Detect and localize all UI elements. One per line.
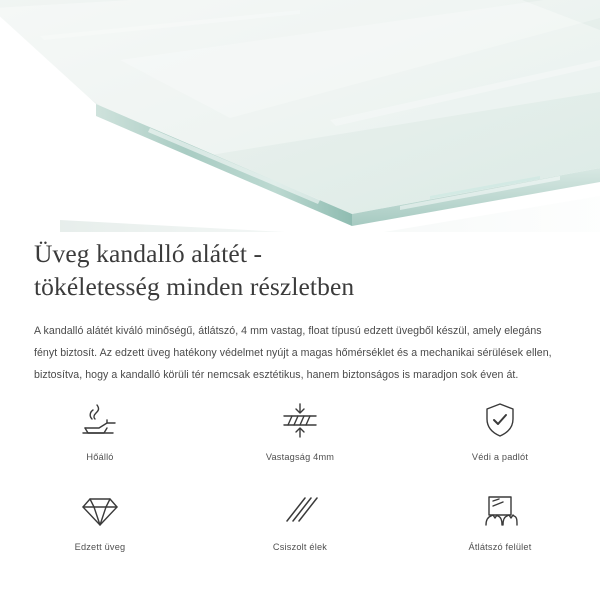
shield-check-icon: [473, 398, 527, 444]
feature-label: Csiszolt élek: [272, 542, 328, 552]
feature-item: [400, 488, 600, 566]
fire-resistant-icon: [73, 398, 127, 444]
text-content: [0, 232, 600, 386]
feature-item: [0, 488, 200, 566]
feature-label: Védi a padlót: [471, 452, 529, 462]
description-paragraph: A kandalló alátét kiváló minőségű, átlátszó, 4 mm vastag, float típusú edzett üvegből készül, amely elegáns fényt biztosít. Az edzett üveg hatékony védelmet nyújt a magas hőmérséklet és a mechanikai sérülések ellen, biztosítva, hogy a kandalló körüli tér nemcsak esztétikus, hanem biztonságos is maradjon sok éven át.: [34, 325, 552, 381]
feature-grid: [0, 398, 600, 566]
page-title-line-2: tökéletesség minden részletben: [34, 271, 355, 301]
feature-item: [200, 488, 400, 566]
feature-label: Vastagság 4mm: [265, 452, 335, 462]
feature-label: Átlátszó felület: [468, 542, 532, 552]
polished-edges-icon: [273, 488, 327, 534]
feature-item: [400, 398, 600, 476]
page-title-line-1: Üveg kandalló alátét -: [34, 239, 263, 268]
feature-item: [0, 398, 200, 476]
thickness-4mm-icon: [273, 398, 327, 444]
diamond-icon: [73, 488, 127, 534]
feature-label: Hőálló: [86, 452, 114, 462]
transparent-surface-icon: [473, 488, 527, 534]
feature-item: [200, 398, 400, 476]
glass-panel-illustration: [0, 0, 600, 232]
hero-image: [0, 0, 600, 232]
page-title: [0, 232, 600, 303]
feature-label: Edzett üveg: [74, 542, 126, 552]
